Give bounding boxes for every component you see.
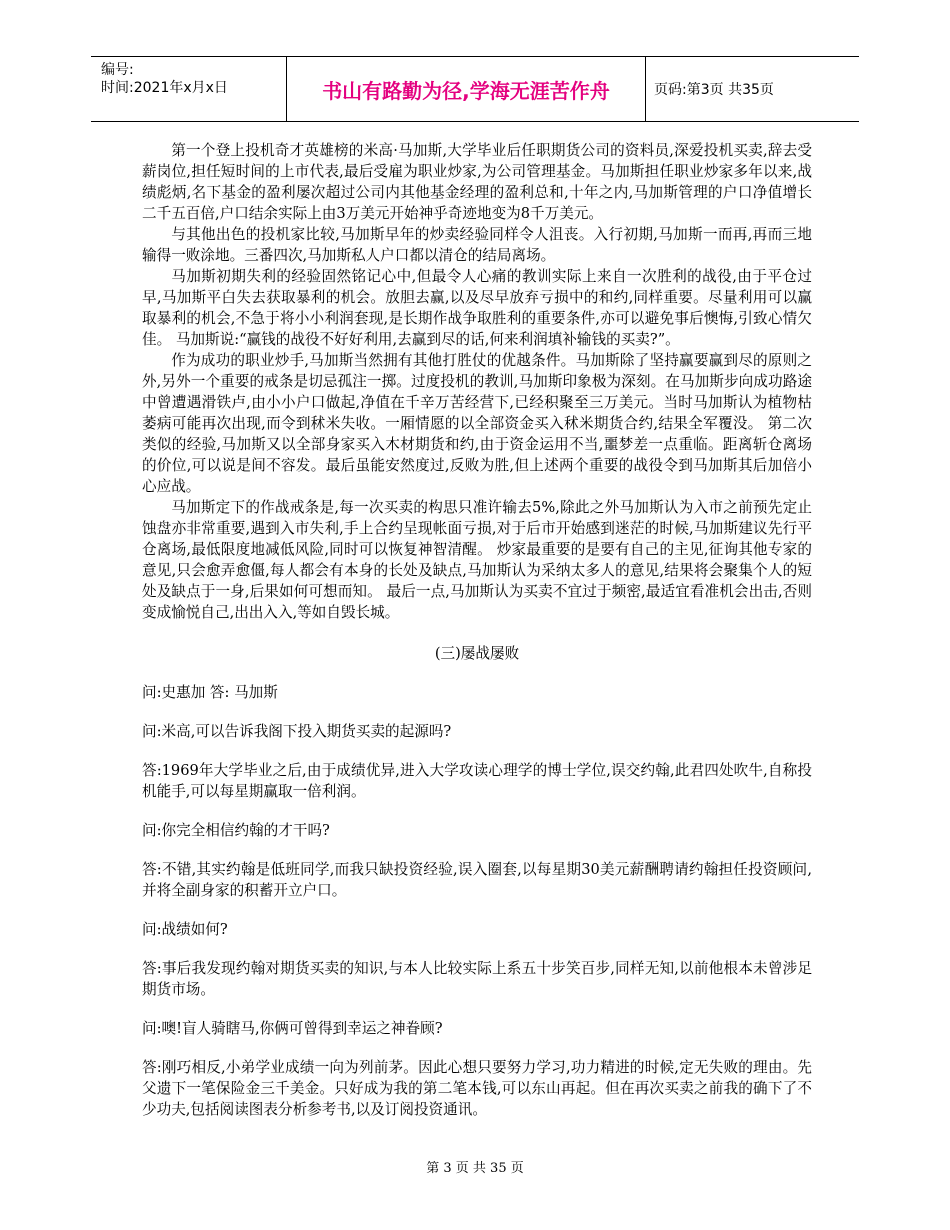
qa-line: 问:战绩如何? [142, 921, 228, 938]
section-heading: (三)屡战屡败 [434, 645, 520, 662]
paragraph: 第一个登上投机奇才英雄榜的米高·马加斯,大学毕业后任职期货公司的资料员,深爱投机买卖,辞去受薪岗位,担任短时间的上市代表,最后受雇为职业炒家,为公司管理基金。马加斯担任职业炒家多年以来,战绩彪炳,名下基金的盈利屡次超过公司内其他基金经理的盈利总和,十年之内,马加斯管理的户口净值增长二千五百倍,户口结余实际上由3万美元开始神乎奇迹地变为8千万美元。 [142, 142, 812, 222]
paragraph: 马加斯定下的作战戒条是,每一次买卖的构思只准许输去5%,除此之外马加斯认为入市之前预先定止蚀盘亦非常重要,遇到入市失利,手上合约呈现帐面亏损,对于后市开始感到迷茫的时候,马加斯建议先行平仓离场,最低限度地减低风险,同时可以恢复神智清醒。 炒家最重要的是要有自己的主见,征询其他专家的意见,只会愈弄愈僵,每人都会有本身的长处及缺点,马加斯认为采纳太多人的意见,结果将会聚集个人的短处及缺点于一身,后果如何可想而知。 最后一点,马加斯认为买卖不宜过于频密,最适宜看准机会出击,否则变成愉悦自己,出出入入,等如自毁长城。 [142, 499, 812, 621]
qa-line: 问:你完全相信约翰的才干吗? [142, 822, 330, 839]
qa-line: 答:刚巧相反,小弟学业成绩一向为列前茅。因此心想只要努力学习,功力精进的时候,定无失败的理由。先父遗下一笔保险金三千美金。只好成为我的第二笔本钱,可以东山再起。但在再次买卖之前我的确下了不少功夫,包括阅读图表分析参考书,以及订阅投资通讯。 [142, 1059, 812, 1118]
paragraph: 马加斯初期失利的经验固然铭记心中,但最令人心痛的教训实际上来自一次胜利的战役,由于平仓过早,马加斯平白失去获取暴利的机会。放胆去赢,以及尽早放弃亏损中的和约,同样重要。尽量利用可以赢取暴利的机会,不急于将小小利润套现,是长期作战争取胜利的重要条件,亦可以避免事后懊悔,引致心情欠佳。 马加斯说:“赢钱的战役不好好利用,去赢到尽的话,何来利润填补输钱的买卖?”。 [142, 268, 812, 348]
qa-line: 问:米高,可以告诉我阁下投入期货买卖的起源吗? [142, 723, 452, 740]
paragraph: 作为成功的职业炒手,马加斯当然拥有其他打胜仗的优越条件。马加斯除了坚持赢要赢到尽的原则之外,另外一个重要的戒条是切忌孤注一掷。过度投机的教训,马加斯印象极为深刻。在马加斯步向成功路途中曾遭遇滑铁卢,由小小户口做起,净值在千辛万苦经营下,已经积聚至三万美元。当时马加斯认为植物枯萎病可能再次出现,而令到秫米失收。一厢情愿的以全部资金买入秫米期货合约,结果全军覆没。 第二次类似的经验,马加斯又以全部身家买入木材期货和约,由于资金运用不当,噩梦差一点重临。距离斩仓离场的价位,可以说是间不容发。最后虽能安然度过,反败为胜,但上述两个重要的战役令到马加斯其后加倍小心应战。 [142, 352, 812, 495]
motto-text: 书山有路勤为径,学海无涯苦作舟 [286, 57, 646, 121]
page-header [91, 56, 859, 122]
time-label: 时间:2021年x月x日 [101, 80, 228, 96]
page-footer: 第 3 页 共 35 页 [426, 1161, 524, 1176]
qa-line: 答:事后我发现约翰对期货买卖的知识,与本人比较实际上系五十步笑百步,同样无知,以前他根本未曾涉足期货市场。 [142, 960, 812, 998]
header-meta [101, 61, 286, 97]
qa-line: 答:1969年大学毕业之后,由于成绩优异,进入大学攻读心理学的博士学位,误交约翰,此君四处吹牛,自称投机能手,可以每星期赢取一倍利润。 [142, 762, 812, 800]
paragraph: 与其他出色的投机家比较,马加斯早年的炒卖经验同样令人沮丧。入行初期,马加斯一而再,再而三地输得一败涂地。三番四次,马加斯私人户口都以清仓的结局离场。 [142, 226, 812, 264]
qa-line: 问:史惠加 答: 马加斯 [142, 684, 278, 701]
document-body [142, 140, 812, 1138]
qa-line: 答:不错,其实约翰是低班同学,而我只缺投资经验,误入圈套,以每星期30美元薪酬聘请约翰担任投资顾问,并将全副身家的积蓄开立户口。 [142, 861, 812, 899]
number-label: 编号: [101, 62, 134, 78]
page-label: 页码:第3页 共35页 [654, 82, 774, 98]
qa-line: 问:噢!盲人骑瞎马,你俩可曾得到幸运之神眷顾? [142, 1020, 443, 1037]
